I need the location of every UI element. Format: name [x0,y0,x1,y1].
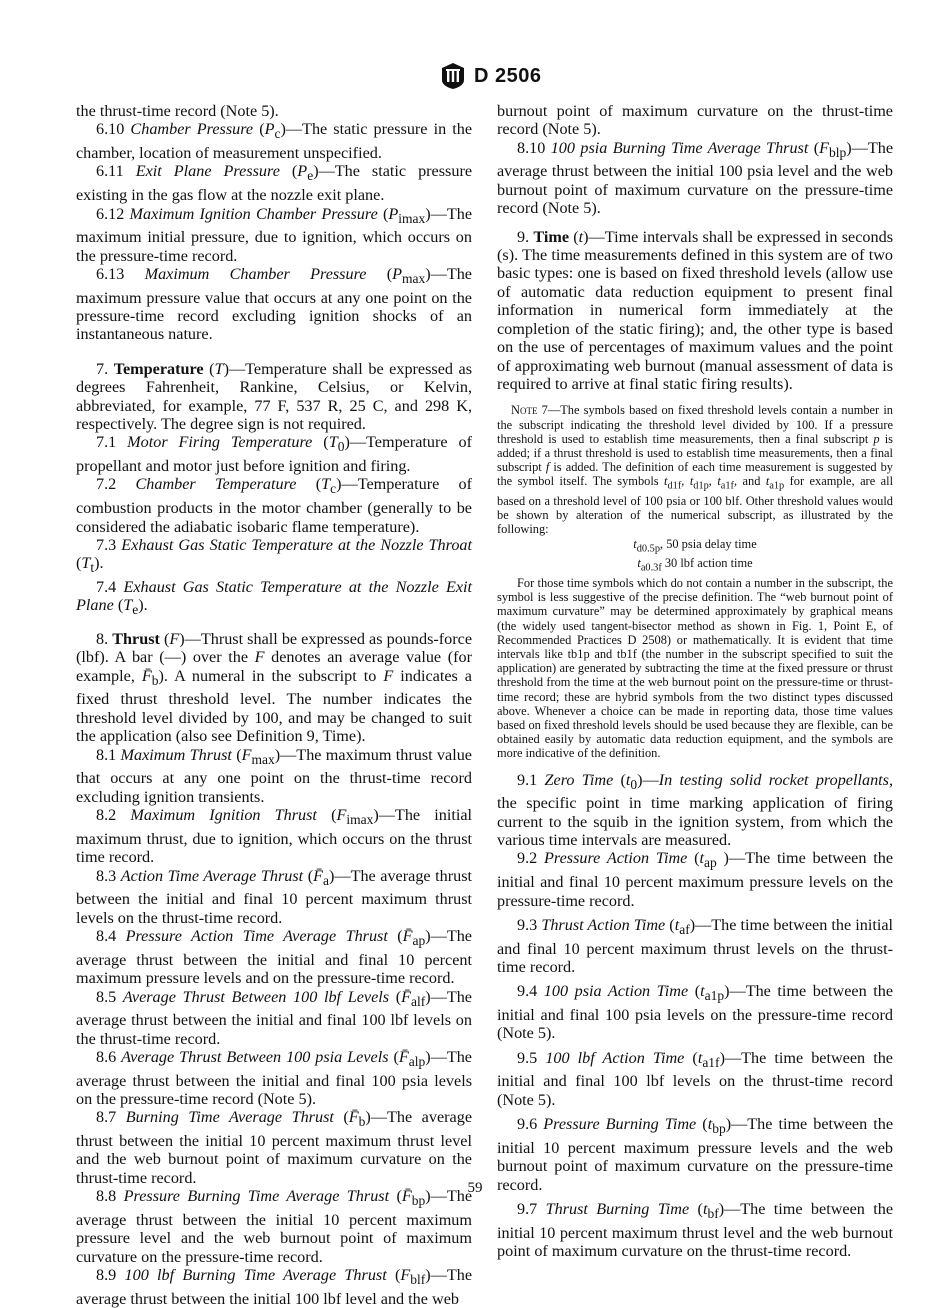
note-7-example-1: $t_{d0.5p}$, 50 psia delay time [633,536,757,555]
section-8: 8. Thrust (F)—Thrust shall be expressed as pounds-force (lbf). A bar (—) over the F denotes an average value (for example, $F̄_b$). A numeral in the subscript to F indicates a fixed thrust threshold level. The number indicates the threshold level divided by 100, and may be changed to suit the application (also see Definition 9, Time). [76,630,473,746]
document-designation: D 2506 [474,64,542,87]
paragraph: 6.13 Maximum Chamber Pressure $(P_{max})—The$ maximum pressure value that occurs at any one point on the pressure-time record excluding ignition shocks of an instantaneous nature. [76,264,472,344]
paragraph: 8.6 Average Thrust Between 100 psia Levels $(F̄_{alp})—The$ average thrust between the initial and final 100 psia levels on the pressure-time record (Note 5). [76,1047,472,1109]
paragraph: 9.6 Pressure Burning Time $(t_{bp})—The$ time between the initial 10 percent maximum pressure levels and the web burnout point of maximum curvature on the pressure-time record. [497,1115,894,1194]
paragraph: 8.4 Pressure Action Time Average Thrust $(F̄_{ap})—The$ average thrust between the initial and final 10 percent maximum pressure levels and on the pressure-time record. [76,927,472,988]
section-9: 9. Time (t)—Time intervals shall be expressed in seconds (s). The time measurements defined in this system are of two basic types: one is based on fixed threshold levels (allow use of automatic data reduction equipment to present final information in numerical form immediately at the completion of the static firing); and, the other type is based on the use of percentages of maximum values and the point of approximating web burnout (manual assessment of data is required to arrive at final static firing results). [497,227,893,393]
paragraph: 9.5 100 lbf Action Time $(t_{a1f})—The$ time between the initial and final 100 lbf levels on the thrust-time record (Note 5). [497,1048,893,1109]
paragraph: 9.4 100 psia Action Time $(t_{a1p})—The$ time between the initial and final 100 psia levels on the pressure-time record (Note 5). [497,982,894,1043]
paragraph: 8.2 Maximum Ignition Thrust $(F_{imax})—The$ initial maximum thrust, due to ignition, which occurs on the thrust time record. [76,806,473,867]
paragraph: 7.3 Exhaust Gas Static Temperature at the Nozzle Throat $(T_t)$. [76,535,472,576]
note-7-text: Note 7—The symbols based on fixed threshold levels contain a number in the subscript indicating the threshold level divided by 100. If a pressure threshold is used to establish time measurements, then a final subscript p is added; if a thrust threshold is used to establish time measurements, then a final subscript f is added. The definition of each time measurement is suggested by the symbol itself. The symbols $t_{d1f}$, $t_{d1p}$, $t_{a1f}$, and $t_{a1p}$ for example, are all based on a threshold level of 100 psia or 100 blf. Other threshold values would be shown by alteration of the numerical subscript, as illustrated by the following: [497,403,894,537]
paragraph: 6.10 Chamber Pressure $(P_c)—The$ static pressure in the chamber, location of measurement unspecified. [76,120,473,163]
paragraph: 9.7 Thrust Burning Time $(t_{bf})—The$ time between the initial 10 percent maximum thrust level and the web burnout point of maximum curvature on the thrust-time record. [497,1200,894,1261]
paragraph: 6.12 Maximum Ignition Chamber Pressure $(P_{imax})—The$ maximum initial pressure, due to ignition, which occurs on the pressure-time record. [76,204,473,265]
section-7: 7. Temperature (T)—Temperature shall be expressed as degrees Fahrenheit, Rankine, Celsius, or Kelvin, abbreviated, for example, 77 F, 537 R, 25 C, and 298 K, respectively. The degree sign is not required. [76,359,473,434]
paragraph: 8.8 Pressure Burning Time Average Thrust $(F̄_{bp})—The$ average thrust between the initial 10 percent maximum pressure level and the web burnout point of maximum curvature on the pressure-time record. [76,1187,473,1266]
page-number: 59 [467,1180,483,1196]
paragraph: burnout point of maximum curvature on the thrust-time record (Note 5). [497,102,893,139]
astm-logo-icon [440,62,466,90]
note-7-example-2: $t_{a0.3f}$ 30 lbf action time [637,556,753,574]
paragraph: the thrust-time record (Note 5). [76,102,279,120]
paragraph: 9.3 Thrust Action Time $(t_{af})—The$ time between the initial and final 10 percent maximum thrust levels on the thrust-time record. [497,915,894,976]
paragraph: 9.1 Zero Time $(t_0)—In$ testing solid rocket propellants, the specific point in time marking application of firing current to the squib in the ignition system, from which the various time intervals are measured. [497,770,894,850]
paragraph: 8.9 100 lbf Burning Time Average Thrust $(F_{blf})—The$ average thrust between the initial 100 lbf level and the web [76,1266,473,1308]
paragraph: 8.10 100 psia Burning Time Average Thrust $(F_{blp})—The$ average thrust between the initial 100 psia level and the web burnout point of maximum curvature on the pressure-time record (Note 5). [497,138,894,218]
left-column [76,102,472,1308]
paragraph: 7.4 Exhaust Gas Static Temperature at the Nozzle Exit Plane $(T_e)$. [76,577,473,618]
right-column [497,102,893,1261]
paragraph: 7.2 Chamber Temperature $(T_c)—Temperature$ of combustion products in the motor chamber (generally to be considered the adiabatic isobaric flame temperature). [76,475,472,536]
paragraph: 8.3 Action Time Average Thrust $(F̄_a)—The$ average thrust between the initial and final 10 percent maximum thrust levels on the thrust-time record. [76,866,473,927]
paragraph: 6.11 Exit Plane Pressure $(P_e)—The$ static pressure existing in the gas flow at the nozzle exit plane. [76,162,473,205]
paragraph: 9.2 Pressure Action Time ($t_{ap}$ )—The time between the initial and final 10 percent maximum pressure levels on the pressure-time record. [497,849,894,910]
paragraph: 8.7 Burning Time Average Thrust $(F̄_b)—The$ average thrust between the initial 10 percent maximum thrust level and the web burnout point of maximum curvature on the thrust-time record. [76,1108,472,1187]
paragraph: 8.5 Average Thrust Between 100 lbf Levels $(F̄_{alf})—The$ average thrust between the initial and final 100 lbf levels on the thrust-time record. [76,987,472,1048]
paragraph: 8.1 Maximum Thrust $(F_{max})—The$ maximum thrust value that occurs at any one point on the thrust-time record excluding ignition transients. [76,745,472,806]
note-7-text-2: For those time symbols which do not contain a number in the subscript, the symbol is less suggestive of the precise definition. The “web burnout point of maximum curvature” may be determined approximately by graphical means (the widely used tangent-bisector method as shown in Fig. 1, Point E, of Recommended Practices D 2508) or mathematically. It is evident that time intervals like tb1p and tb1f (the number in the subscript specified to suit the application) are generated by subtracting the time at the fixed pressure or thrust threshold from the time at the web burnout point on the pressure-time or thrust-time record; these are hybrid symbols from the two distinct types discussed above. Whenever a choice can be made in reporting data, those time values based on fixed threshold levels should be used because they are flexible, can be obtained easily by automatic data reduction equipment, and the symbols are more indicative of the definition. [497,575,893,761]
note-7 [497,403,893,760]
paragraph: 7.1 Motor Firing Temperature $(T_0)—Temperature$ of propellant and motor just before ignition and firing. [76,433,472,476]
page-header [440,62,542,90]
